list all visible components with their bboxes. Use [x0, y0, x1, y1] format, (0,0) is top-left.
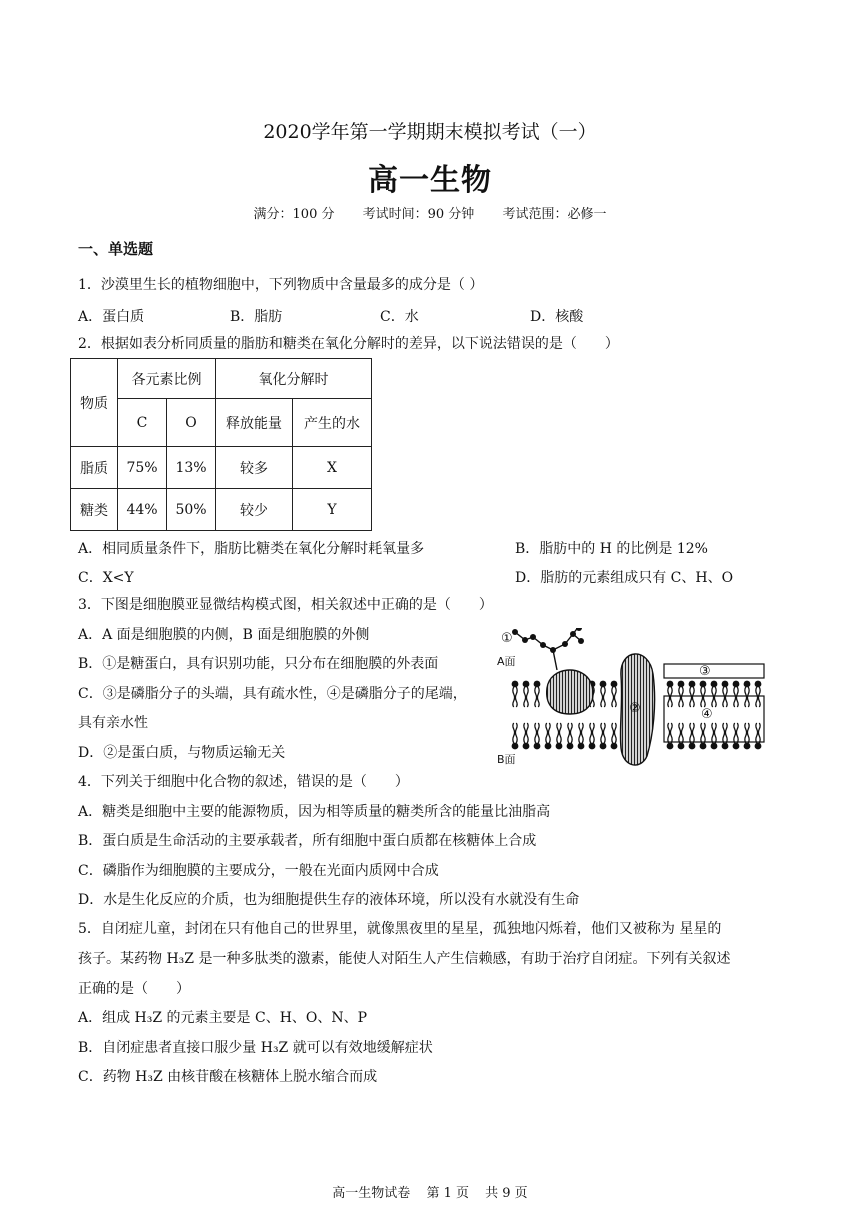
page-footer	[0, 1182, 860, 1201]
q4-option-c: C．磷脂作为细胞膜的主要成分，一般在光面内质网中合成	[78, 863, 439, 879]
marker-3: ③	[699, 664, 711, 679]
marker-1: ①	[501, 631, 513, 646]
label-b-side: B面	[497, 753, 516, 766]
table-row	[71, 447, 372, 489]
q1-option-c: C．水	[380, 309, 419, 325]
cell-c: 75%	[118, 447, 167, 489]
cell-o: 13%	[167, 447, 216, 489]
q1-stem: 1．沙漠里生长的植物细胞中，下列物质中含量最多的成分是（ ）	[78, 277, 484, 293]
q1-option-b: B．脂肪	[230, 309, 283, 325]
exam-time: 考试时间：90 分钟	[362, 207, 475, 222]
q3-option-c: C．③是磷脂分子的头端，具有疏水性，④是磷脂分子的尾端，	[78, 686, 467, 702]
cell-o: 50%	[167, 489, 216, 531]
q3-option-d: D．②是蛋白质，与物质运输无关	[78, 745, 286, 761]
q2-option-c: C．X<Y	[78, 570, 134, 586]
marker-4: ④	[701, 707, 713, 722]
footer-page: 第 1 页	[426, 1186, 469, 1201]
q3-option-a: A．A 面是细胞膜的内侧，B 面是细胞膜的外侧	[78, 627, 370, 643]
q2-option-a: A．相同质量条件下，脂肪比糖类在氧化分解时耗氧量多	[78, 541, 425, 557]
q4-option-b: B．蛋白质是生命活动的主要承载者，所有细胞中蛋白质都在核糖体上合成	[78, 833, 537, 849]
cell-c: 44%	[118, 489, 167, 531]
q4-option-d: D．水是生化反应的介质，也为细胞提供生存的液体环境，所以没有水就没有生命	[78, 892, 580, 908]
cell-water: X	[293, 447, 372, 489]
label-a-side: A面	[497, 655, 516, 668]
q2-option-b: B．脂肪中的 H 的比例是 12%	[515, 541, 708, 557]
q5-option-a: A．组成 H₃Z 的元素主要是 C、H、O、N、P	[78, 1010, 368, 1026]
q5-stem-line1: 5．自闭症儿童，封闭在只有他自己的世界里，就像黑夜里的星星，孤独地闪烁着，他们又被称为 星星的	[78, 921, 722, 937]
q2-options-row2	[78, 567, 778, 585]
subject-title: 高一生物	[368, 163, 492, 198]
exam-scope: 考试范围：必修一	[502, 207, 607, 222]
q3-option-b: B．①是糖蛋白，具有识别功能，只分布在细胞膜的外表面	[78, 656, 439, 672]
q2-table	[70, 358, 372, 531]
full-score: 满分：100 分	[253, 207, 335, 222]
footer-name: 高一生物试卷	[332, 1186, 411, 1201]
q4-option-a: A．糖类是细胞中主要的能源物质，因为相等质量的糖类所含的能量比油脂高	[78, 804, 551, 820]
q2-options-row1	[78, 538, 778, 556]
cell-membrane-figure	[495, 628, 785, 768]
glycoprotein-shape	[547, 670, 593, 714]
th-energy: 释放能量	[216, 399, 293, 447]
table-row	[71, 489, 372, 531]
q4-stem: 4．下列关于细胞中化合物的叙述，错误的是（ ）	[78, 774, 409, 790]
th-substance: 物质	[71, 359, 118, 447]
cell-name: 糖类	[71, 489, 118, 531]
q1-option-d: D．核酸	[530, 309, 584, 325]
q3-stem: 3．下图是细胞膜亚显微结构模式图，相关叙述中正确的是（ ）	[78, 597, 493, 613]
section-title: 一、单选题	[78, 240, 154, 258]
cell-energy: 较多	[216, 447, 293, 489]
th-water: 产生的水	[293, 399, 372, 447]
q1-options	[78, 306, 778, 324]
q1-option-a: A．蛋白质	[78, 309, 145, 325]
marker-2: ②	[629, 701, 641, 716]
q5-option-b: B．自闭症患者直接口服少量 H₃Z 就可以有效地缓解症状	[78, 1040, 433, 1056]
th-oxidation: 氧化分解时	[216, 359, 372, 399]
q2-stem: 2．根据如表分析同质量的脂肪和糖类在氧化分解时的差异，以下说法错误的是（ ）	[78, 336, 619, 352]
cell-energy: 较少	[216, 489, 293, 531]
q5-option-c: C．药物 H₃Z 由核苷酸在核糖体上脱水缩合而成	[78, 1069, 378, 1085]
q5-stem-line2: 孩子。某药物 H₃Z 是一种多肽类的激素，能使人对陌生人产生信赖感，有助于治疗自闭症。下列有关叙述	[78, 951, 731, 967]
exam-meta	[0, 203, 860, 222]
footer-total: 共 9 页	[485, 1186, 528, 1201]
q3-option-c-cont: 具有亲水性	[78, 715, 148, 731]
q2-option-d: D．脂肪的元素组成只有 C、H、O	[515, 570, 734, 586]
q5-stem-line3: 正确的是（ ）	[78, 981, 190, 997]
cell-water: Y	[293, 489, 372, 531]
th-o: O	[167, 399, 216, 447]
head-box-3	[664, 664, 764, 678]
cell-name: 脂质	[71, 447, 118, 489]
exam-title: 2020学年第一学期期末模拟考试（一）	[263, 121, 597, 143]
th-ratio: 各元素比例	[118, 359, 216, 399]
th-c: C	[118, 399, 167, 447]
